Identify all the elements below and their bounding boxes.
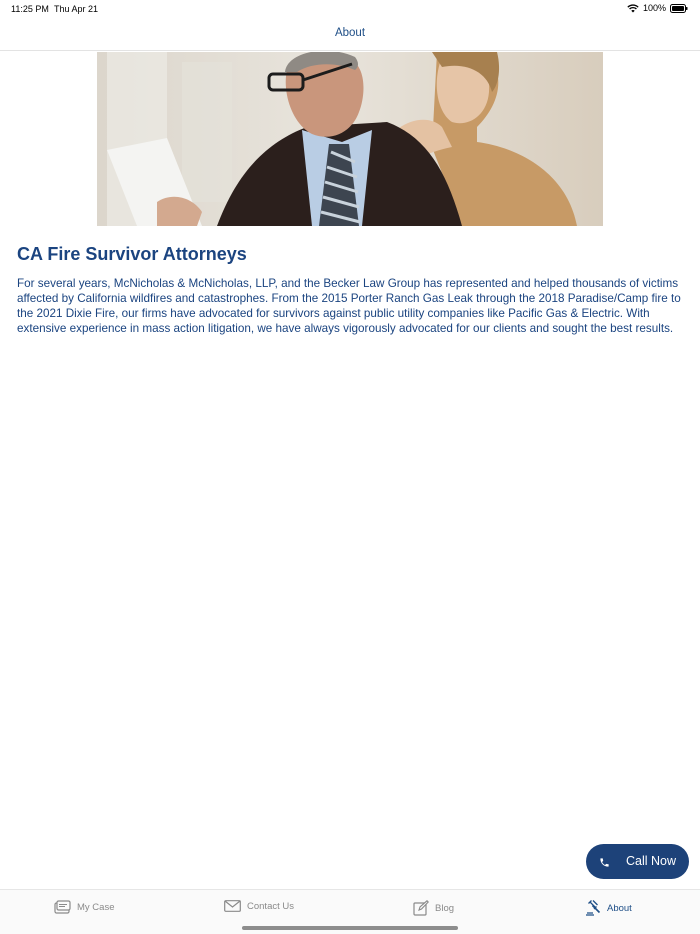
tab-contact-us-label: Contact Us bbox=[247, 900, 294, 912]
tab-contact-us[interactable] bbox=[224, 900, 294, 912]
envelope-icon bbox=[224, 900, 241, 912]
tab-blog-label: Blog bbox=[435, 902, 455, 914]
tab-about[interactable] bbox=[585, 900, 632, 916]
tab-my-case-label: My Case bbox=[77, 901, 115, 913]
section-body: For several years, McNicholas & McNicholas, LLP, and the Becker Law Group has represented and helped thousands of victims affected by California wildfires and catastrophes. From the 2015 Porter Ranch Gas Leak through the 2018 Paradise/Camp fire to the 2021 Dixie Fire, our firms have advocated for survivors against public utility companies like Pacific Gas & Electric. With extensive experience in mass action litigation, we have always vigorously advocated for our clients and sought the best results. bbox=[17, 277, 681, 335]
tab-bar bbox=[0, 889, 700, 934]
status-date: Thu Apr 21 bbox=[54, 4, 99, 14]
tab-blog[interactable] bbox=[413, 900, 454, 916]
briefcase-card-icon bbox=[54, 900, 71, 914]
gavel-icon bbox=[585, 900, 601, 916]
battery-percent: 100% bbox=[642, 3, 666, 13]
section-title: CA Fire Survivor Attorneys bbox=[17, 244, 247, 264]
tab-my-case[interactable] bbox=[54, 900, 114, 914]
tab-about-label: About bbox=[607, 902, 632, 914]
status-indicators bbox=[627, 3, 688, 13]
battery-icon bbox=[670, 4, 688, 13]
status-bar bbox=[0, 0, 700, 18]
navigation-bar bbox=[0, 18, 700, 51]
page-title: About bbox=[334, 27, 366, 39]
home-indicator bbox=[242, 926, 458, 930]
call-now-button[interactable] bbox=[586, 844, 689, 879]
edit-icon bbox=[413, 900, 429, 916]
status-time: 11:25 PM bbox=[11, 4, 49, 14]
phone-icon bbox=[599, 855, 610, 873]
wifi-icon bbox=[627, 4, 639, 13]
call-now-label: Call Now bbox=[626, 854, 677, 868]
hero-image bbox=[97, 52, 603, 226]
